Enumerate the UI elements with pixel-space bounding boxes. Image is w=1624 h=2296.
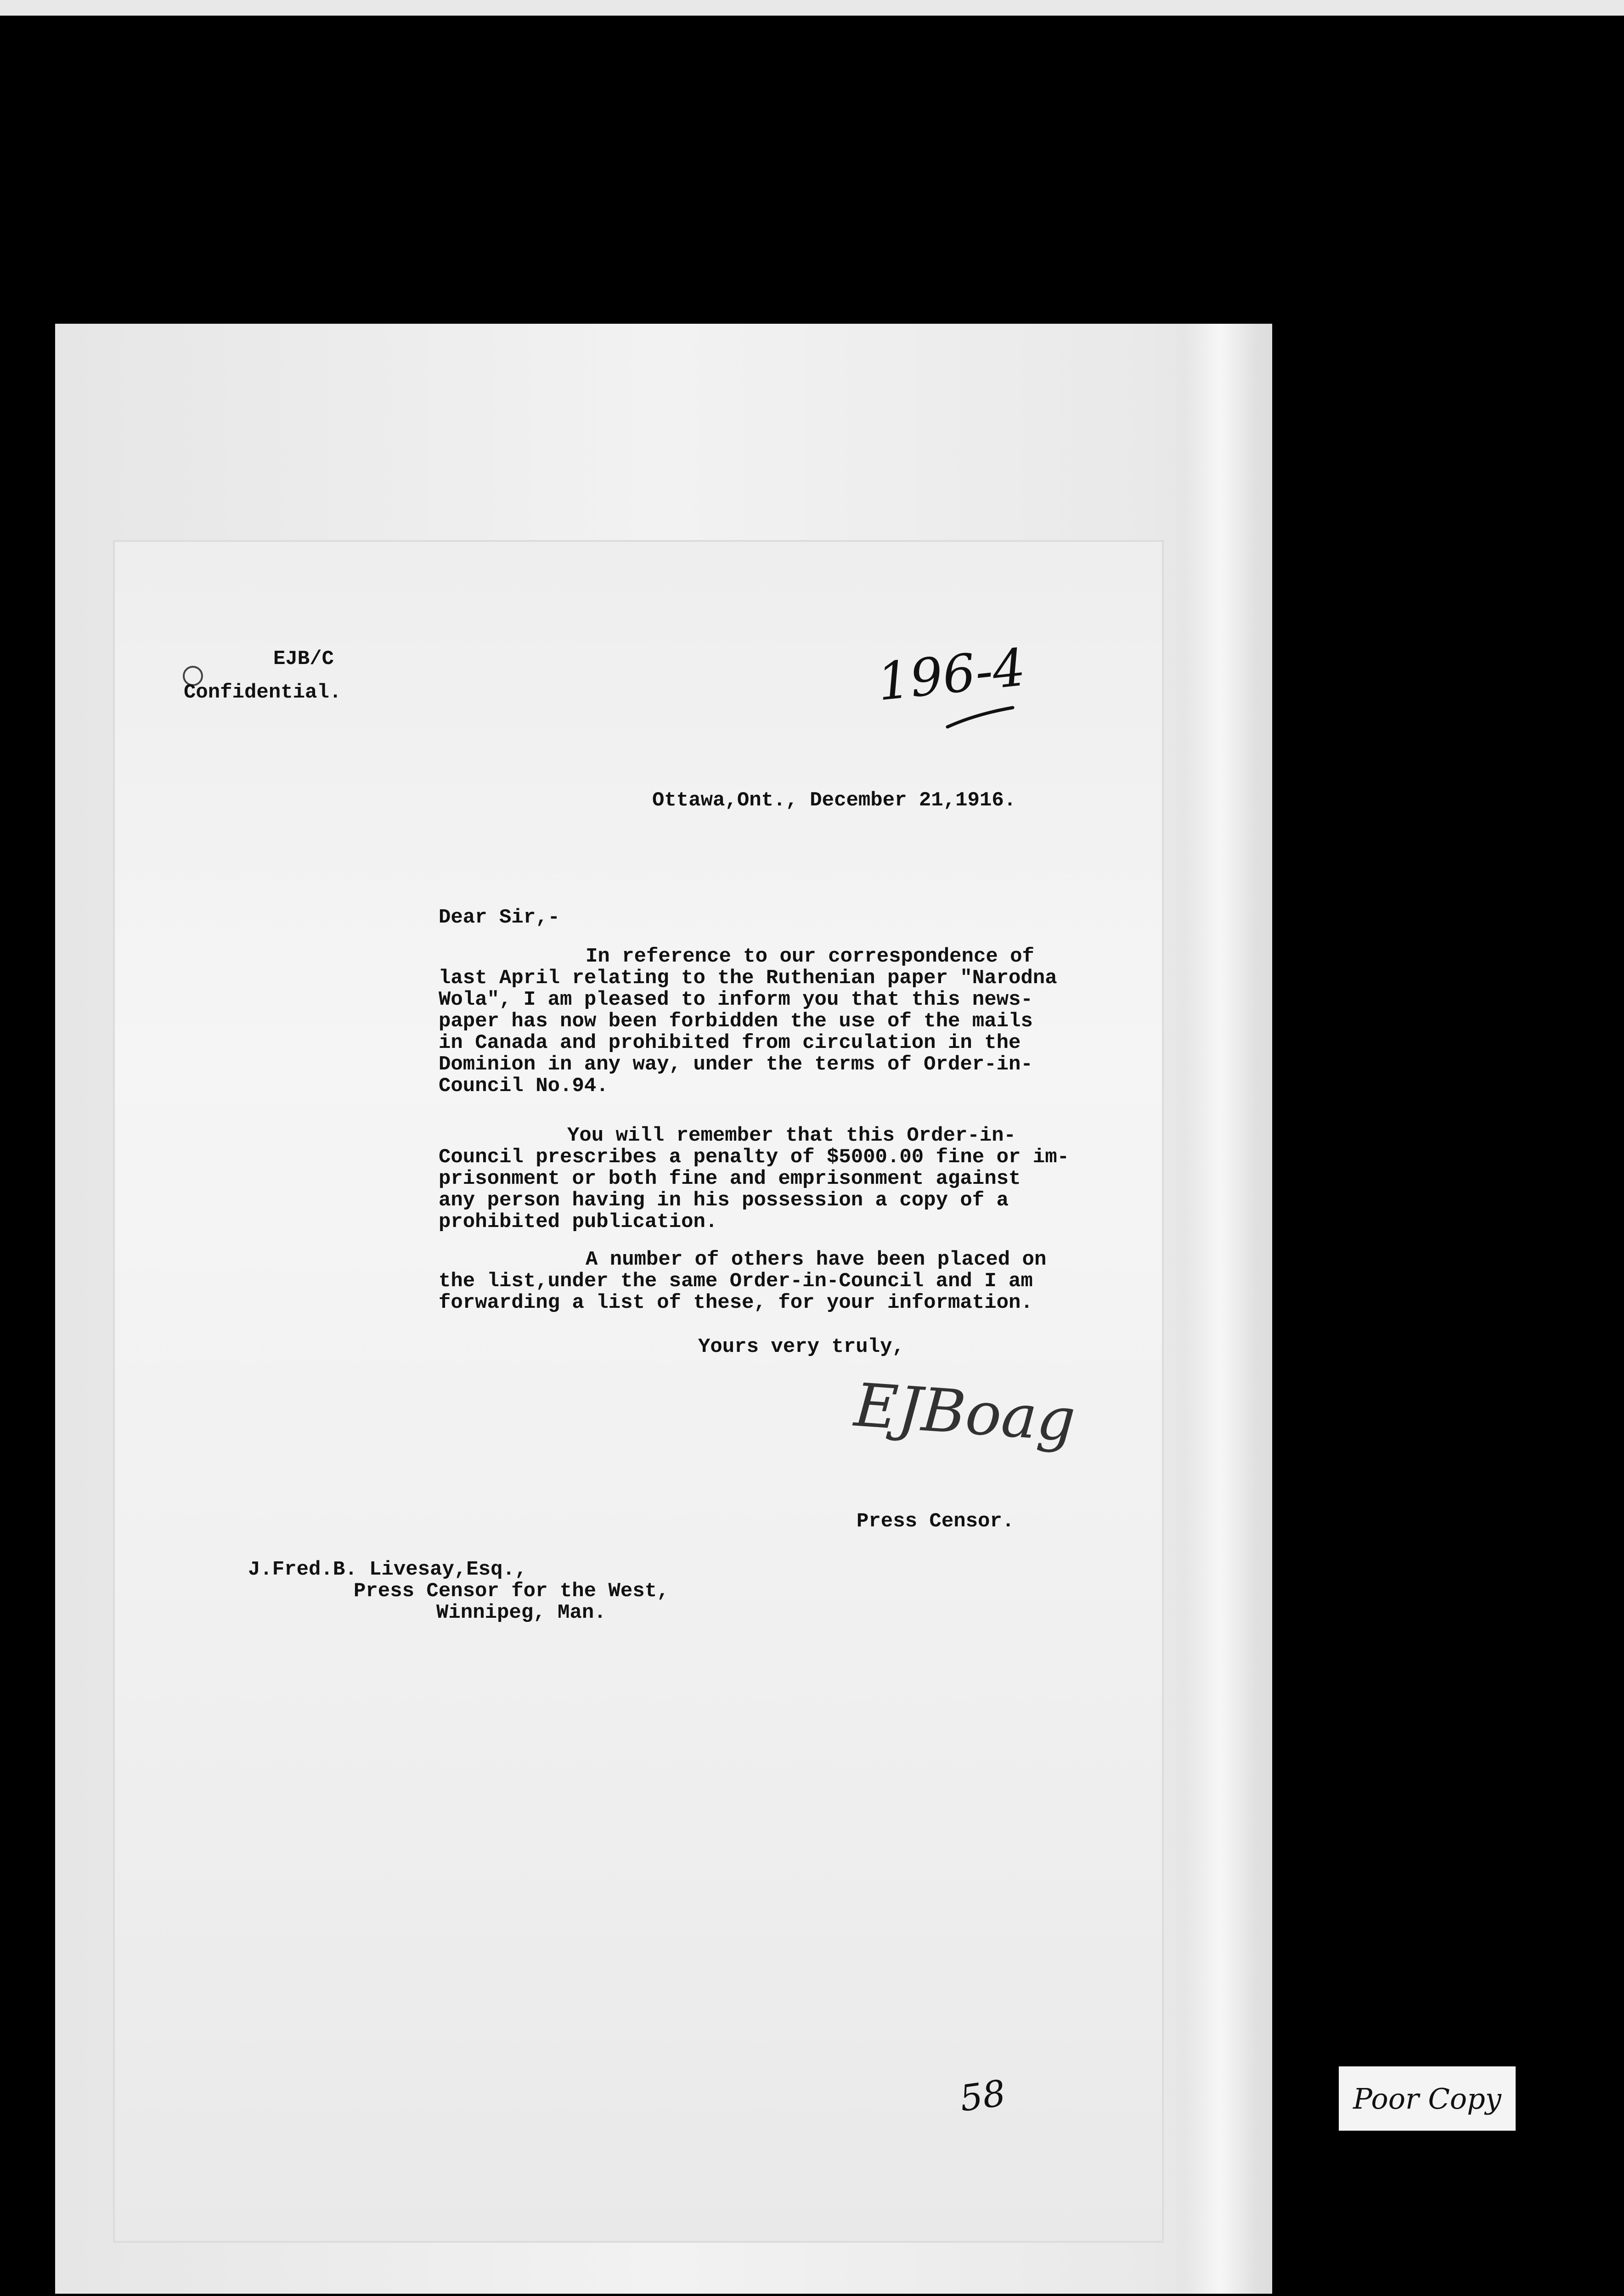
salutation: Dear Sir,-: [439, 906, 560, 929]
file-number-handwritten: 196-4: [874, 637, 1028, 713]
backing-sheet-edge: [1185, 324, 1254, 2294]
date-line: Ottawa,Ont., December 21,1916.: [652, 789, 1016, 812]
initials: EJB/C: [273, 647, 334, 670]
paragraph-1: In reference to our correspondence of last April relating to the Ruthenian paper "Narodna Wola", I am pleased to inform you that this news- paper has now been forbidden the use of the mails in Canada and prohibited from circulation in the Dominion in any way, under the terms of Order-in- Council No.94.: [439, 945, 1057, 1097]
signer-title: Press Censor.: [857, 1510, 1015, 1533]
recipient-city: Winnipeg, Man.: [436, 1601, 606, 1624]
page-number-handwritten: 58: [957, 2072, 1009, 2120]
paragraph-2: You will remember that this Order-in- Council prescribes a penalty of $5000.00 fine or im- prisonment or both fine and emprisonment against any person having in his possession a copy of a prohibited publication.: [439, 1124, 1070, 1233]
recipient-name: J.Fred.B. Livesay,Esq.,: [248, 1558, 527, 1581]
scan-top-strip: [0, 0, 1624, 16]
recipient-title: Press Censor for the West,: [354, 1580, 669, 1603]
letter-page: [115, 542, 1162, 2241]
paragraph-3: A number of others have been placed on the list,under the same Order-in-Council and I am forwarding a list of these, for your information.: [439, 1248, 1047, 1314]
closing: Yours very truly,: [698, 1335, 904, 1358]
signature: EJBoag: [852, 1370, 1078, 1455]
handwritten-underline: [944, 705, 1017, 732]
poor-copy-label: Poor Copy: [1339, 2066, 1516, 2131]
confidential-label: Confidential.: [184, 681, 342, 704]
